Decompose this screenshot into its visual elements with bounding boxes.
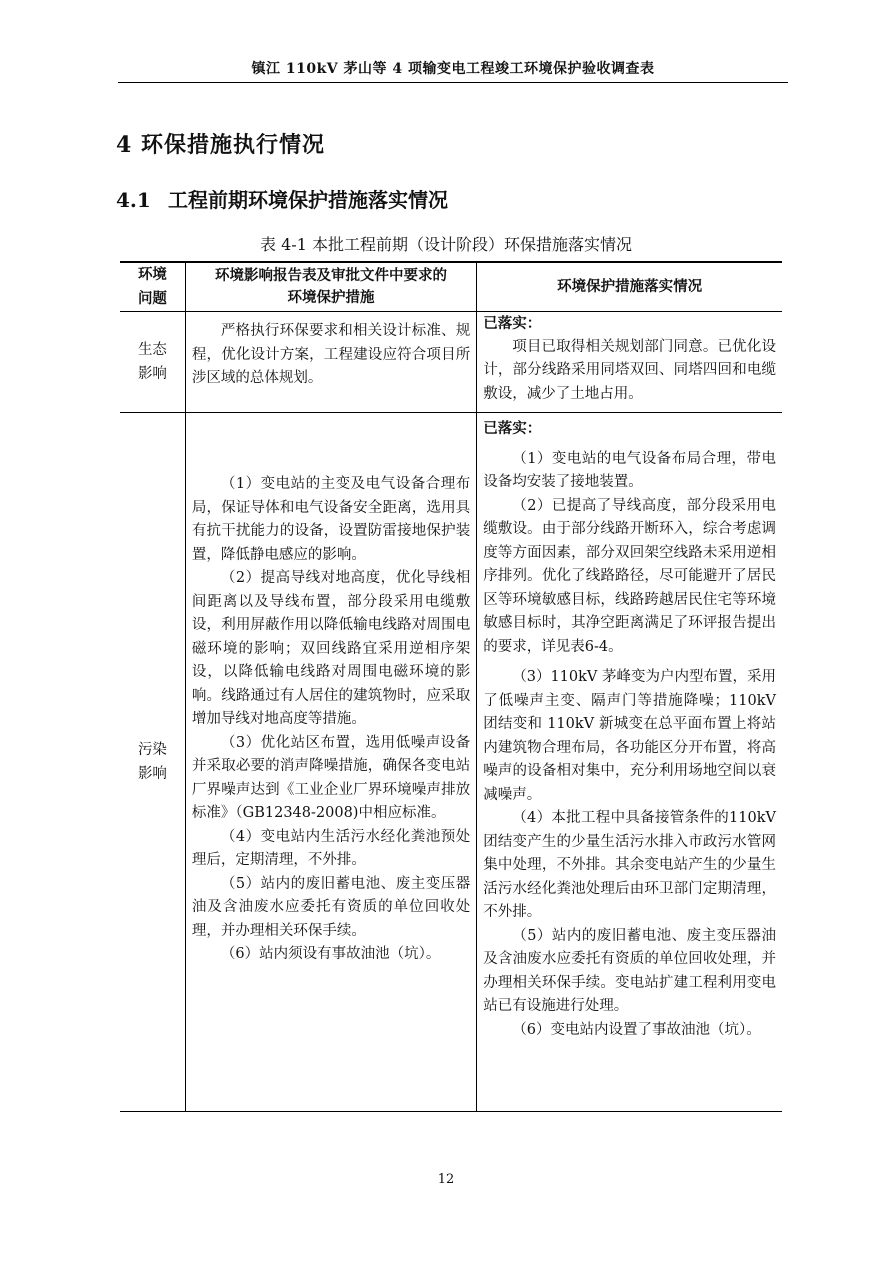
- implementation-paragraph: （5）站内的废旧蓄电池、废主变压器油及含油废水应委托有资质的单位回收处理，并办理相关环保手续。变电站扩建工程利用变电站已有设施进行处理。: [483, 927, 776, 1014]
- table-row: [120, 413, 782, 1112]
- subsection-text: 工程前期环境保护措施落实情况: [168, 188, 448, 212]
- implementation-paragraph: （1）变电站的电气设备布局合理，带电设备均安装了接地装置。: [483, 450, 776, 490]
- status-label: 已落实：: [483, 420, 542, 437]
- status-label: 已落实：: [483, 315, 542, 332]
- header-issue-line: 环境: [137, 266, 167, 283]
- header-implementation: 环境保护措施落实情况: [477, 262, 782, 312]
- issue-line: 影响: [137, 766, 167, 782]
- table-row: [120, 312, 782, 413]
- requirement-paragraph: （4）变电站内生活污水经化粪池预处理后，定期清理，不外排。: [191, 828, 471, 868]
- subsection-title: [116, 184, 448, 213]
- issue-line: 污染: [137, 742, 167, 758]
- section-title: 4 环保措施执行情况: [116, 132, 325, 158]
- subsection-number: 4.1: [116, 188, 151, 212]
- page-header: 镇江 110kV 茅山等 4 项输变电工程竣工环境保护验收调查表: [251, 61, 655, 77]
- header-requirement-line: 环境影响报告表及审批文件中要求的: [215, 267, 448, 284]
- implementation-paragraph: 项目已取得相关规划部门同意。已优化设计，部分线路采用同塔双回、同塔四回和电缆敷设，减少了土地占用。: [483, 338, 776, 402]
- issue-line: 生态: [137, 342, 167, 358]
- issue-cell: [120, 413, 185, 1112]
- implementation-paragraph: （2）已提高了导线高度，部分段采用电缆敷设。由于部分线路开断环入，综合考虑调度等方面因素，部分双回架空线路未采用逆相序排列。优化了线路路径，尽可能避开了居民区等环境敏感目标，线路跨越居民住宅等环境敏感目标时，其净空距离满足了环评报告提出的要求，详见表6-4。: [483, 497, 776, 655]
- header-requirement-line: 环境保护措施: [287, 289, 375, 306]
- requirement-paragraph: （1）变电站的主变及电气设备合理布局，保证导体和电气设备安全距离，选用具有抗干扰能力的设备，设置防雷接地保护装置，降低静电感应的影响。: [191, 476, 471, 563]
- header-requirement: [185, 262, 476, 312]
- requirement-cell: [185, 413, 476, 1112]
- implementation-cell: [477, 312, 782, 413]
- requirement-cell: [185, 312, 476, 413]
- requirement-paragraph: （2）提高导线对地高度，优化导线相间距离以及导线布置，部分段采用电缆敷设，利用屏蔽作用以降低输电线路对周围电磁环境的影响；双回线路宜采用逆相序架设，以降低输电线路对周围电磁环境的影响。线路通过有人居住的建筑物时，应采取增加导线对地高度等措施。: [191, 570, 471, 727]
- page-number: 12: [437, 1172, 455, 1187]
- issue-line: 影响: [137, 366, 167, 382]
- header-issue: [120, 262, 185, 312]
- measures-table: [120, 261, 782, 1112]
- requirement-paragraph: （6）站内须设有事故油池（坑）。: [220, 946, 441, 962]
- requirement-paragraph: （3）优化站区布置，选用低噪声设备并采取必要的消声降噪措施，确保各变电站厂界噪声达到《工业企业厂界环境噪声排放标准》（GB12348-2008)中相应标准。: [191, 734, 471, 821]
- spacer: [483, 659, 776, 666]
- implementation-paragraph: （3）110kV 茅峰变为户内型布置，采用了低噪声主变、隔声门等措施降噪；110kV 团结变和 110kV 新城变在总平面布置上将站内建筑物合理布局，各功能区分开布置，将高噪声的设备相对集中，充分利用场地空间以衰减噪声。: [483, 669, 777, 803]
- implementation-paragraph: （4）本批工程中具备接管条件的110kV 团结变产生的少量生活污水排入市政污水管网集中处理，不外排。其余变电站产生的少量生活污水经化粪池处理后由环卫部门定期清理，不外排。: [483, 810, 776, 920]
- table-caption: 表 4-1 本批工程前期（设计阶段）环保措施落实情况: [260, 235, 632, 254]
- spacer: [483, 441, 776, 448]
- table-header-row: [120, 262, 782, 312]
- header-issue-line: 问题: [137, 290, 167, 307]
- implementation-paragraph: （6）变电站内设置了事故油池（坑）。: [512, 1021, 761, 1038]
- header-rule: [118, 82, 788, 83]
- implementation-cell: [477, 413, 782, 1112]
- requirement-paragraph: （5）站内的废旧蓄电池、废主变压器油及含油废水应委托有资质的单位回收处理，并办理相关环保手续。: [191, 875, 471, 939]
- requirement-paragraph: 严格执行环保要求和相关设计标准、规程，优化设计方案，工程建设应符合项目所涉区域的总体规划。: [191, 323, 471, 386]
- issue-cell: [120, 312, 185, 413]
